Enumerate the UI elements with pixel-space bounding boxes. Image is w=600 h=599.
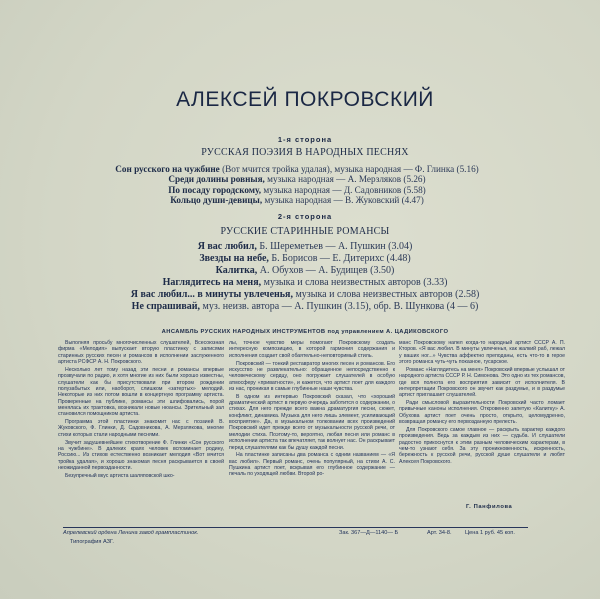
track-title: Я вас любил, xyxy=(197,241,257,252)
ensemble-text: АНСАМБЛЬ РУССКИХ НАРОДНЫХ ИНСТРУМЕНТОВ под управлением xyxy=(161,329,387,335)
track-credits: музыка народная — Д. Садовников (5.58) xyxy=(261,184,426,195)
track-item xyxy=(0,195,600,205)
track-credits: Б. Шереметьев — А. Пушкин (3.04) xyxy=(256,241,413,252)
notes-paragraph: Звучит задушевнейшее стихотворение Ф. Глинки «Сон русского на чужбине». В далеких краях человек вспоминает родину, Россию... Из стихов естественно возникает мелодия «Вот мчится тройка удалая», и хорошо знакомая песня раскрывается в своей неожиданной первозданности. xyxy=(58,439,224,472)
notes-paragraph: Программа этой пластинки знакомит нас с поэзией В. Жуковского, Ф. Глинки, Д. Садовникова, А. Мерзлякова, многие стихи которых стали народными песнями. xyxy=(58,419,224,438)
notes-paragraph: Романс «Наглядитесь на меня» Покровский впервые услышал от народного артиста СССР Р. Н. Симонова. Это одно из тех романсов, где вся полнота его восприятия зависит от исполнителя. В интерпретации Покровского он звучит как раздумье, и в раздумье артист приглашает слушателей. xyxy=(399,366,565,399)
track-item xyxy=(0,277,600,289)
track-credits: музыка народная — А. Мерзляков (5.26) xyxy=(264,174,426,185)
track-title: Кольцо души-девицы, xyxy=(170,194,263,205)
footer-rule-left xyxy=(63,527,260,528)
track-title: Звезды на небе, xyxy=(199,252,269,264)
track-item xyxy=(0,289,600,301)
price: Цена 1 руб. 45 коп. xyxy=(465,530,515,536)
liner-notes-column-1 xyxy=(58,340,224,481)
track-title: Не спрашивай, xyxy=(131,300,201,312)
track-credits: муз. неизв. автора — А. Пушкин (3.15), обр. В. Шункова (4 — 6) xyxy=(200,300,479,312)
notes-paragraph: Ради смысловой выразительности Покровский часто ломает привычные каноны исполнения. Откровенно запетую «Калитку» А. Обухова артист поет очень просто, открыто, целомудренно, возвращая романсу его первозданную прелесть. xyxy=(399,400,565,426)
notes-paragraph: манс Покровскому напел когда-то народный артист СССР А. П. Кторов. «Я вас любил. В минуты увлеченья, как жалкий раб, лежал у ваших ног...» Чувства аффектно преподаны, есть что-то в герое этого романса чуть-чуть показное, гусарское. xyxy=(399,340,565,366)
order-number: Зак. 367—Д—1140— Б xyxy=(339,530,399,536)
plant-name: Апрелевский ордена Ленина завод грампластинок. xyxy=(63,530,199,536)
track-item xyxy=(0,253,600,265)
track-item xyxy=(0,301,600,313)
track-title: Я вас любил... в минуты увлеченья, xyxy=(130,288,293,300)
track-item xyxy=(0,174,600,184)
notes-paragraph: Покровский — тонкий реставратор многих песен и романсов. Его искусство не развлекательно: обращенное непосредственно к человеческому сердцу, оно погружает слушателей в особую атмосферу «приватности», и кажется, что артист поет для каждого из нас, проникая в самые глубинные наши чувства. xyxy=(229,360,395,392)
printing-house: Типография АЗГ. xyxy=(70,539,114,545)
notes-author-signature: Г. Панфилова xyxy=(466,504,513,510)
track-credits: (Вот мчится тройка удалая), музыка народная — Ф. Глинка (5.16) xyxy=(219,164,479,174)
album-title: АЛЕКСЕЙ ПОКРОВСКИЙ xyxy=(176,88,434,111)
side-2-tracklist xyxy=(0,241,600,312)
conductor-name: А. ЦАДИКОВСКОГО xyxy=(386,329,449,335)
side-1-subtitle: РУССКАЯ ПОЭЗИЯ В НАРОДНЫХ ПЕСНЯХ xyxy=(201,147,409,158)
notes-paragraph: Для Покровского самое главное — раскрыть характер каждого произведения. Ведь за каждым из них — судьба. И слушатели радостно прикоснутся к этим разным человеческим характерам, в чем-то узнают себя. За эту проникновенность, искренность, бережность к русской речи, русской душе слушатели и любят Алексея Покровского. xyxy=(399,426,565,465)
notes-paragraph: Безупречный вкус артиста шаляповской шко- xyxy=(65,472,175,479)
notes-paragraph: Несколько лет тому назад эти песни и романсы впервые прозвучали по радио, и хотя многие из них были хорошо известны, слушатели как бы присутствовали при втором рождении полузабытых или, наоборот, слишком «затертых» мелодий. Некоторые из них потом вошли в концертную программу артиста. Проверенные на публике, романсы эти шлифовались, порой менялась их трактовка, возникали новые нюансы. Зрительный зал становился помощником артиста. xyxy=(58,366,224,418)
track-credits: музыка и слова неизвестных авторов (2.58) xyxy=(292,288,480,300)
track-item xyxy=(0,241,600,253)
side-2-label: 2-я сторона xyxy=(277,212,333,221)
track-title: По посаду городскому, xyxy=(168,184,262,195)
notes-paragraph: В одном из интервью Покровский сказал, что «хороший драматический артист в первую очередь заботится о содержании, о стихах. Для него прежде всего важна драматургия песни, сюжет, конфликт, динамика. Музыка для него лишь элемент, усиливающий восприятие». Да, в музыкальном толковании всех произведений Покровский идет прежде всего от музыкальности русской речи, от мелодии стиха. Поэтому-то, вероятно, любая песня или романс в исполнении артиста так впечатляет, так волнует нас. Он раскрывает перед слушателями как бы душу каждой песни. xyxy=(229,393,395,451)
liner-notes-column-3 xyxy=(399,340,565,467)
liner-notes-column-2 xyxy=(229,340,395,479)
track-credits: музыка и слова неизвестных авторов (3.33) xyxy=(261,276,448,288)
side-1-label: 1-я сторона xyxy=(277,135,333,144)
track-credits: музыка народная — В. Жуковский (4.47) xyxy=(262,194,424,205)
notes-paragraph: лы, точное чувство меры помогают Покровскому создать интересную композицию, в которой гармония содержания и исполнения создает свой обаятельно-неповторимый стиль. xyxy=(229,340,395,359)
track-title: Сон русского на чужбине xyxy=(115,164,220,174)
notes-paragraph: Выполняя просьбу многочисленных слушателей, Всесоюзная фирма «Мелодия» выпускает вторую пластинку с записями старинных русских песен и романсов в исполнении заслуженного артиста РСФСР А. Н. Покровского. xyxy=(58,340,224,366)
track-title: Среди долины ровныя, xyxy=(168,174,265,185)
track-item xyxy=(0,265,600,277)
footer-rule-right xyxy=(250,527,528,528)
side-2-subtitle: РУССКИЕ СТАРИННЫЕ РОМАНСЫ xyxy=(220,226,390,237)
track-title: Наглядитесь на меня, xyxy=(162,276,262,288)
side-1-tracklist xyxy=(0,164,600,205)
track-credits: Б. Борисов — Е. Дитерихс (4.48) xyxy=(268,252,411,264)
ensemble-credit xyxy=(0,329,600,335)
track-title: Калитка, xyxy=(215,264,258,276)
track-credits: А. Обухов — А. Будищев (3.50) xyxy=(257,264,395,276)
track-item xyxy=(0,164,600,174)
article-number: Арт. 34-8. xyxy=(427,530,452,536)
notes-paragraph: На пластинке записаны два романса с одним названием — «Я вас любил». Первый романс, очень популярный, на стихи А. С. Пушкина артист поет, вскрывая его глубинное содержание — печаль по уходящей любви. Второй ро- xyxy=(229,452,395,478)
track-item xyxy=(0,185,600,195)
